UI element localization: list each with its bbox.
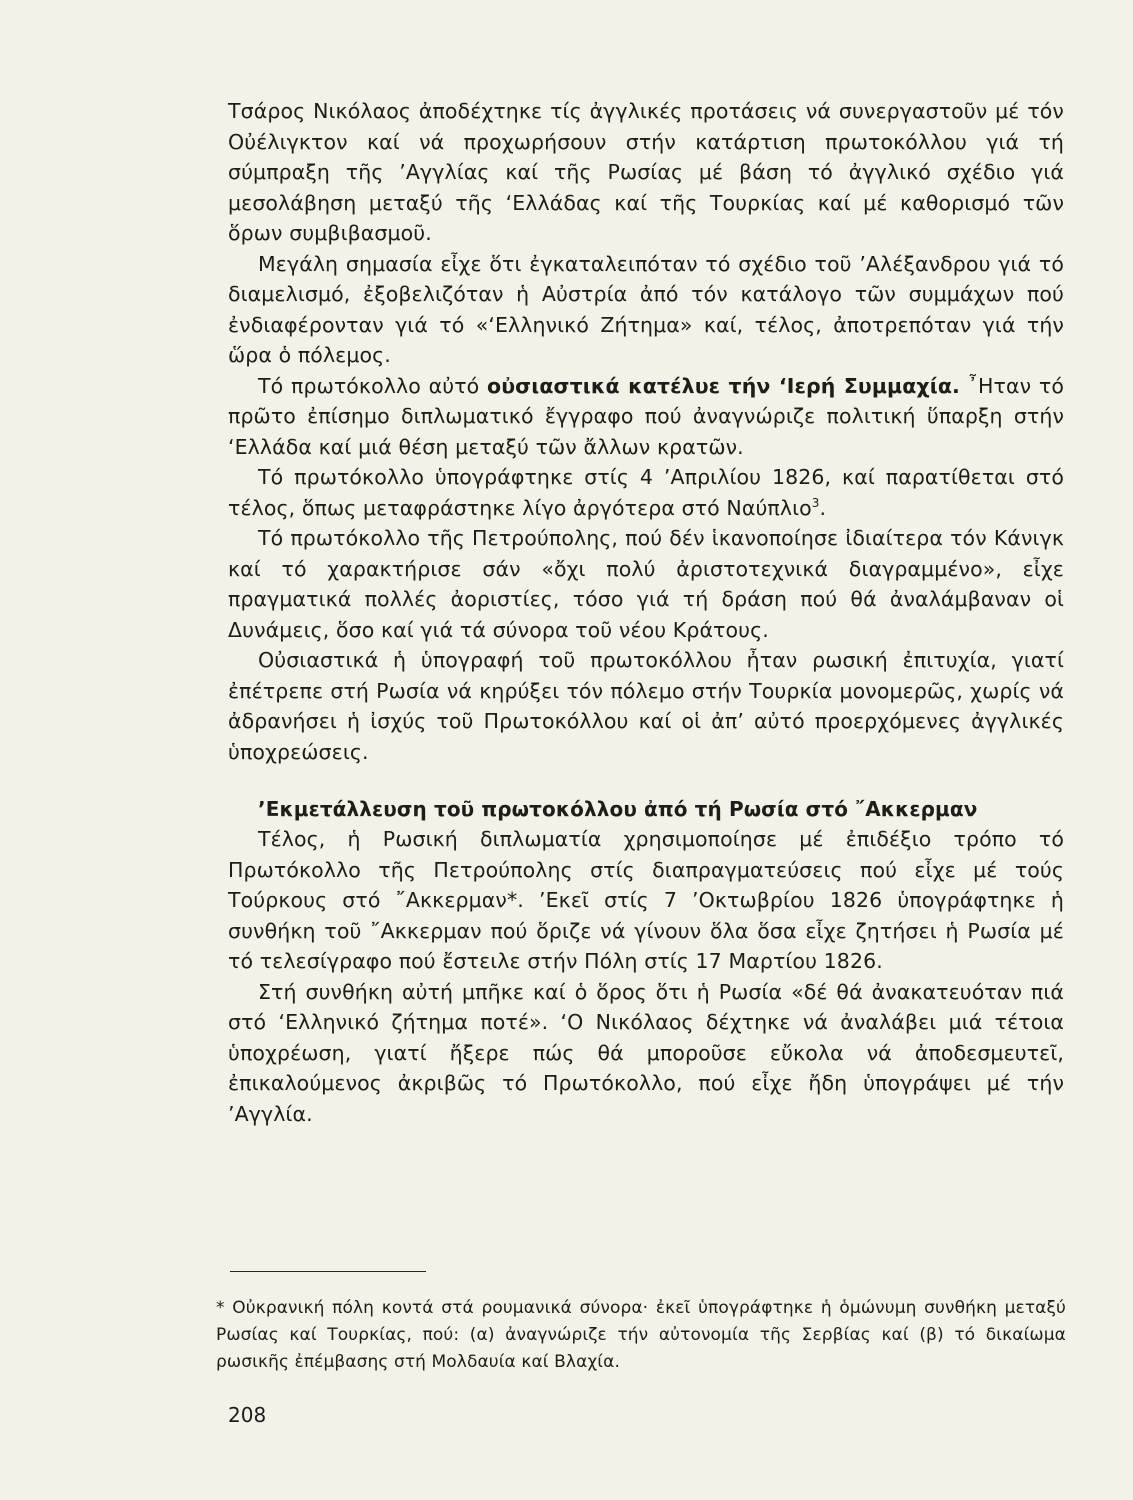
footnote-divider (230, 1271, 426, 1272)
paragraph-text: Τό πρωτόκολλο αὐτό (258, 373, 488, 398)
page-number: 208 (228, 1403, 267, 1427)
paragraph: Τέλος, ἡ Ρωσική διπλωματία χρησιμοποίησε μέ ἐπιδέξιο τρόπο τό Πρωτόκολλο τῆς Πετρούπολης στίς διαπραγματεύσεις πού εἶχε μέ τούς Τούρκους στό ῎Ακκερμαν*. ’Εκεῖ στίς 7 ’Οκτωβρίου 1826 ὑπογράφτηκε ἡ συνθήκη τοῦ ῎Ακκερμαν πού ὅριζε νά γίνουν ὅλα ὅσα εἶχε ζητήσει ἡ Ρωσία μέ τό τελεσίγραφο πού ἔστειλε στήν Πόλη στίς 17 Μαρτίου 1826. (228, 827, 1064, 973)
paragraph (228, 371, 1064, 463)
paragraph: Στή συνθήκη αὐτή μπῆκε καί ὁ ὅρος ὅτι ἡ Ρωσία «δέ θά ἀνακατευόταν πιά στό ‘Ελληνικό ζήτημα ποτέ». ‘Ο Νικόλαος δέχτηκε νά ἀναλάβει μιά τέτοια ὑποχρέωση, γιατί ἤξερε πώς θά μποροῦσε εὔκολα νά ἀποδεσμευτεῖ, ἐπικαλούμενος ἀκριβῶς τό Πρωτόκολλο, πού εἶχε ἤδη ὑπογράψει μέ τήν ’Αγγλία. (228, 979, 1064, 1126)
paragraph (228, 462, 1064, 523)
paragraph-text: Τό πρωτόκολλο ὑπογράφτηκε στίς 4 ’Απριλίου 1826, καί παρατίθεται στό τέλος, ὅπως μεταφράστηκε λίγο ἀργότερα στό Ναύπλιο (228, 465, 1064, 520)
emphasized-text: οὐσιαστικά κατέλυε τήν ‘Ιερή Συμμαχία. (487, 373, 960, 398)
main-body-text (228, 96, 1064, 767)
footnote-reference: 3 (811, 495, 820, 510)
paragraph: Τσάρος Νικόλαος ἀποδέχτηκε τίς ἀγγλικές προτάσεις νά συνεργαστοῦν μέ τόν Οὐέλιγκτον καί νά προχωρήσουν στήν κατάρτιση πρωτοκόλλου γιά τή σύμπραξη τῆς ’Αγγλίας καί τῆς Ρωσίας μέ βάση τό ἀγγλικό σχέδιο γιά μεσολάβηση μεταξύ τῆς ‘Ελλάδας καί τῆς Τουρκίας καί μέ καθορισμό τῶν ὅρων συμβιβασμοῦ. (228, 99, 1064, 245)
section-body-text (228, 824, 1064, 1129)
paragraph-end: . (819, 495, 827, 520)
paragraph: Τό πρωτόκολλο τῆς Πετρούπολης, πού δέν ἱκανοποίησε ἰδιαίτερα τόν Κάνιγκ καί τό χαρακτήρισε σάν «ὄχι πολύ ἀριστοτεχνικά διαγραμμένο», εἶχε πραγματικά πολλές ἀοριστίες, τόσο γιά τή δράση πού θά ἀναλάμβαναν οἱ Δυνάμεις, ὅσο καί γιά τά σύνορα τοῦ νέου Κράτους. (228, 526, 1064, 642)
paragraph: Οὐσιαστικά ἡ ὑπογραφή τοῦ πρωτοκόλλου ἦταν ρωσική ἐπιτυχία, γιατί ἐπέτρεπε στή Ρωσία νά κηρύξει τόν πόλεμο στήν Τουρκία μονομερῶς, χωρίς νά ἀδρανήσει ἡ ἰσχύς τοῦ Πρωτοκόλλου καί οἱ ἀπ’ αὐτό προερχόμενες ἀγγλικές ὑποχρεώσεις. (228, 648, 1064, 764)
footnote: * Οὐκρανική πόλη κοντά στά ρουμανικά σύνορα· ἐκεῖ ὑπογράφτηκε ἡ ὁμώνυμη συνθήκη μεταξύ Ρωσίας καί Τουρκίας, πού: (α) ἀναγνώριζε τήν αὐτονομία τῆς Σερβίας καί (β) τό δικαίωμα ρωσικῆς ἐπέμβασης στή Μολδαυία καί Βλαχία. (216, 1298, 1066, 1372)
section-heading: ’Εκμετάλλευση τοῦ πρωτοκόλλου ἀπό τή Ρωσία στό ῎Ακκερμαν (258, 797, 978, 821)
paragraph: Μεγάλη σημασία εἶχε ὅτι ἐγκαταλειπόταν τό σχέδιο τοῦ ’Αλέξανδρου γιά τό διαμελισμό, ἐξοβελιζόταν ἡ Αὐστρία ἀπό τόν κατάλογο τῶν συμμάχων πού ἐνδιαφέρονταν γιά τό «‘Ελληνικό Ζήτημα» καί, τέλος, ἀποτρεπόταν γιά τήν ὥρα ὁ πόλεμος. (228, 251, 1064, 367)
paragraph-text: ῏Ηταν τό πρῶτο ἐπίσημο διπλωματικό ἔγγραφο πού ἀναγνώριζε πολιτική ὕπαρξη στήν ‘Ελλάδα καί μιά θέση μεταξύ τῶν ἄλλων κρατῶν. (228, 373, 1064, 459)
